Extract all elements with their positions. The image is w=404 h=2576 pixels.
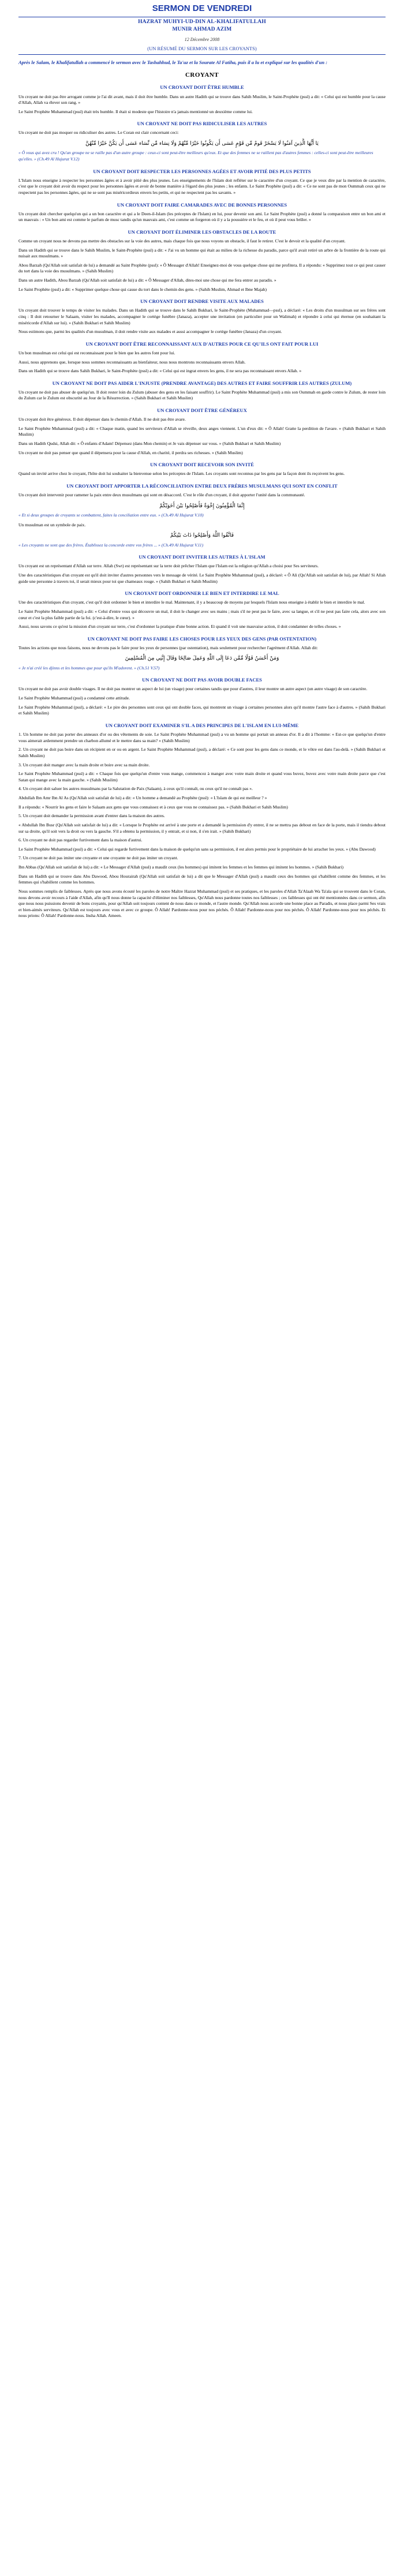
- paragraph: Un croyant doit chercher quelqu'un qui a un bon caractère et qui a le Deen-il-Islam (les préceptes de l'Islam) en lui, pour devenir son ami. Le Saint Prophète (pssl) a donné la comparaison entre un bon ami et un mauvais : « Un bon ami est comme le parfum de musc tandis qu'un mauvais ami, c'est comme un forgeron où il y a la poussière et le feu, et où il peut vous brûler. »: [18, 211, 386, 223]
- paragraph: Une des caractéristiques d'un croyant, c'est qu'il doit ordonner le bien et interdire le mal. Maintenant, il y a beaucoup de moyens par lesquels l'Islam nous enseigne à établir le bien et interdire le mal.: [18, 600, 365, 605]
- section: [18, 483, 386, 548]
- paragraph: Quand un invité arrive chez le croyant, l'hôte doit lui souhaiter la bienvenue selon les préceptes de l'Islam. Les croyants sont reconnus par les gens par la façon dont ils reçoivent les gens.: [18, 471, 345, 477]
- paragraph: Un croyant ne doit pas moquer ou ridiculiser des autres. Le Coran est clair concernant ceci:: [18, 130, 179, 136]
- section-title: UN CROYANT DOIT EXAMINER S'IL A DES PRINCIPES DE L'ISLAM EN LUI-MÊME: [105, 722, 299, 728]
- paragraph: Un croyant doit être généreux. Il doit dépenser dans le chemin d'Allah. Il ne doit pas être avare.: [18, 417, 186, 422]
- paragraph: Nous sommes remplis de faiblesses. Après que nous avons écouté les paroles de notre Maître Hazrat Muhammad (pssl) et ses pratiques, et les paroles d'Allah Ta'Alaah Wa Ta'ala qui se trouvent dans le Coran, nous devons avoir recours à l'aide d'Allah, afin qu'Il nous donne la capacité d'éliminer nos faiblesses, Qu'Allah nous pardonne toutes nos faiblesses ; ces faiblesses qui ont été mentionnées dans ce sermon, afin que nous nous puissions devenir de bons croyants, pour qu'Allah soit toujours content de nous dans ce monde, et l'autre monde. Qu'Allah nous accorde une bonne place au Paradis, et nous place parmi Ses vrais et bien-aimés serviteurs. Qu'Allah est toujours avec vous et avec ce groupe. Ô Allah! Pardonne-nous pour nos péchés. Ô Allah! Pardonne-nous pour nos péchés. Ô Allah! Pardonne-nous pour nos péchés. Et nous prions: Ô Allah! Pardonne-nous. Insha Allah. Ameen.: [18, 888, 386, 919]
- intro-paragraph: Après le Salam, le Khalifatullah a commencé le sermon avec le Tashahhud, le Ta'uz et la Sourate Al Fatiha, puis il a lu et expliqué sur les qualités d'un :: [18, 59, 328, 65]
- arabic-verse: وَمَنْ أَحْسَنُ قَوْلًا مِّمَّن دَعَا إِلَى اللَّهِ وَعَمِلَ صَالِحًا وَقَالَ إِنَّنِي مِنَ الْمُسْلِمِينَ: [125, 656, 279, 662]
- section: [18, 121, 386, 162]
- paragraph: Dans un Hadith qui se trouve dans Sahih Bukhari, le Saint-Prophète (pssl) a dit: « Celui qui est ingrat envers les gens, il ne sera pas reconnaissant envers Allah. »: [18, 368, 302, 374]
- paragraph: Un musulman est un symbole de paix.: [18, 522, 86, 527]
- arabic-verse: فَاتَّقُوا اللَّهَ وَأَصْلِحُوا ذَاتَ بَيْنِكُمْ: [170, 533, 234, 539]
- paragraph: 2. Un croyant ne doit pas boire dans un récipient en or ou en argent. Le Saint Prophète Muhammad (pssl), a déclaré: « Ce sont pour les gens dans ce monde, et le vôtre est dans l'au-delà. » (Sahih Bukhari et Sahih Muslim): [18, 747, 386, 758]
- section-title: UN CROYANT DOIT RECEVOIR SON INVITÉ: [150, 462, 254, 468]
- paragraph: 6. Un croyant ne doit pas regarder furtivement dans la maison d'autrui.: [18, 837, 143, 843]
- paragraph: « Abdullah Ibn Busr (Qu'Allah soit satisfait de lui) a dit: « Lorsque le Prophète est arrivé à une porte et a demandé la permission d'y entrer, il ne se mettra pas debout en face de la porte, mais il tiendra debout sur sa droite, qu'il soit vers la droit ou vers la gauche. S'il a obtenu la permission, il y entrait, et si non, il s'en irait. » (Sahih Bukhari): [18, 822, 386, 834]
- page-title: SERMON DE VENDREDI: [18, 3, 386, 17]
- paragraph: 5. Un croyant doit demander la permission avant d'entrer dans la maison des autres.: [18, 813, 165, 819]
- paragraph: Un croyant ne doit pas abuser de quelqu'un. Il doit rester loin du Zulum (abuser des gens en les faisant souffrir). Le Saint Prophète Muhammad (pssl) a mis son Oummah en garde contre le Zulum, de rester loin du Zulum car le Zulum est obscurité au Jour de la Résurrection. » (Sahih Bukhari et Sahih Muslim): [18, 389, 386, 401]
- paragraph: Le Saint Prophète Muhammad (pssl) a dit: « Celui qui regarde furtivement dans la maison de quelqu'un sans sa permission, il est alors permis pour le propriétaire de lui arracher les yeux. » (Abu Dawood): [18, 846, 376, 852]
- section: [18, 677, 386, 717]
- section-title: UN CROYANT DOIT INVITER LES AUTRES À L'ISLAM: [139, 554, 265, 560]
- paragraph: Le Saint Prophète Muhammad (pssl) a condamné cette attitude.: [18, 695, 130, 701]
- section: [18, 554, 386, 585]
- section: [18, 169, 386, 196]
- paragraph: Le Saint Prophète Muhammad (pssl), a déclaré: « Le pire des personnes sont ceux qui ont double faces, qui montrent un visage à certaines personnes alors qu'il montre l'autre face à d'autres. » (Sahih Bukhari et Sahih Muslim): [18, 704, 386, 716]
- paragraph: 4. Un croyant doit saluer les autres musulmans par la Salutation de Paix (Salaam), à ceux qu'il connaît, ou ceux qu'il ne connaît pas ».: [18, 786, 253, 792]
- paragraph: Le Saint Prophète Muhammad (pssl) a dit: « Celui d'entre vous qui découvre un mal, il doit le changer avec ses mains ; mais s'il ne peut pas le faire, avec sa langue, et s'il ne peut pas faire cela, alors avec son cœur et c'est la plus faible partie de la foi. (c'est-à-dire, le cœur). »: [18, 608, 386, 620]
- section: [18, 722, 386, 919]
- paragraph: Nous estimons que, parmi les qualités d'un musulman, il doit rendre visite aux malades et aussi accompagner le cortège funèbre (Janaza) d'un croyant.: [18, 329, 282, 335]
- section-title: UN CROYANT DOIT FAIRE CAMARADES AVEC DE BONNES PERSONNES: [117, 201, 287, 208]
- paragraph: Abdullah Ibn Amr Ibn Al As (Qu'Allah soit satisfait de lui) a dit: « Un homme a demandé au Prophète (pssl): « L'Islam de qui est meilleur ? »: [18, 795, 267, 801]
- section: [18, 84, 386, 115]
- section: [18, 202, 386, 223]
- paragraph: 3. Un croyant doit manger avec la main droite et boire avec sa main droite.: [18, 762, 150, 767]
- section-title: UN CROYANT NE DOIT PAS FAIRE LES CHOSES POUR LES YEUX DES GENS (PAR OSTENTATION): [87, 635, 317, 642]
- section-title: UN CROYANT NE DOIT PAS AIDER L'INJUSTE (PRENDRE AVANTAGE) DES AUTRES ET FAIRE SOUFFRIR LES AUTRES (ZULUM): [52, 380, 352, 386]
- paragraph: Toutes les actions que nous faisons, nous ne devons pas le faire pour les yeux de personnes (par ostentation), mais seulement pour rechercher l'agrément d'Allah. Allah dit:: [18, 645, 318, 650]
- section: [18, 407, 386, 456]
- section: [18, 298, 386, 335]
- paragraph: Le Saint Prophète Muhammad (pssl) a dit: « Chaque fois que quelqu'un d'entre vous mange, commencez à manger avec votre main droite et quand vous buvez, buvez avec votre main droite parce que c'est Satan qui mange avec la main gauche. » (Sahih Muslim): [18, 771, 386, 782]
- arabic-verse: يَا أَيُّهَا الَّذِينَ آمَنُوا لَا يَسْخَرْ قَومٌ مِّن قَوْمٍ عَسَى أَن يَكُونُوا خَيْرًا مِّنْهُمْ وَلَا نِسَاء مِّن نِّسَاء عَسَى أَن يَكُنَّ خَيْرًا مِّنْهُنَّ: [85, 141, 319, 147]
- paragraph: Le Saint Prophète Muhammad (pssl) était très humble. Il était si modeste que l'histoire n'a jamais mentionné un deuxième comme lui.: [18, 108, 253, 114]
- paragraph: L'Islam nous enseigne à respecter les personnes âgées et à avoir pitié des plus jeunes. Les enseignements de l'Islam doit refléter sur le caractère d'un croyant. Ce que je veux dire par la mention de caractère, c'est que le croyant doit avoir du respect pour les personnes âgées et avoir de bonne manière à l'égard des plus jeunes ; les enfants. Le Saint Prophète (pssl) a dit: « Ce ne sont pas de mon Oummah ceux qui ne respectent pas les personnes âgées, qui ne se sont pas miséricordieux envers les petits, et qui ne respectent pas les savants. »: [18, 177, 386, 195]
- section-title: UN CROYANT NE DOIT PAS AVOIR DOUBLE FACES: [142, 677, 262, 683]
- section: [18, 229, 386, 293]
- paragraph: Un croyant est un représentant d'Allah sur terre. Allah (Swt) est représentant sur la terre doit prêcher l'Islam que l'Islam est la religion qu'Allah a choisi pour Ses serviteurs.: [18, 563, 319, 569]
- sermon-page: [18, 0, 386, 934]
- paragraph: Dans un Hadith Qudsi, Allah dit: « Ô enfants d'Adam! Dépensez (dans Mon chemin) et Je vais dépenser sur vous. » (Sahih Bukhari et Sahih Muslim): [18, 441, 281, 447]
- paragraph: Il a répondu: « Nourrir les gens et faire le Salaam aux gens que vous connaissez et à ceux que vous ne connaissez pas. » (Sahih Bukhari et Sahih Muslim): [18, 804, 288, 810]
- section-title: UN CROYANT DOIT ÊTRE RECONNAISSANT AUX D'AUTRES POUR CE QU'ILS ONT FAIT POUR LUI: [85, 340, 319, 347]
- section-title: UN CROYANT DOIT ÉLIMINER LES OBSTACLES DE LA ROUTE: [128, 229, 276, 235]
- paragraph: Le Saint Prophète (pssl) a dit: « Supprimer quelque chose qui cause du tort dans le chemin des gens. » (Sahih Muslim, Ahmad et Ibne Majah): [18, 286, 267, 292]
- paragraph: Un croyant doit intervenir pour ramener la paix entre deux musulmans qui sont en désaccord. C'est le rôle d'un croyant, il doit apporter l'unité dans la communauté.: [18, 492, 305, 497]
- quran-quote: « Ô vous qui avez cru ! Qu'un groupe ne se raille pas d'un autre groupe : ceux-ci sont peut-être meilleurs qu'eux. Et que des femmes ne se raillent pas d'autres femmes : celles-ci sont peut-être meilleures qu'elles. » (Ch.49 Al Hujurat V.12): [18, 150, 373, 162]
- author-line: HAZRAT MUHYI-UD-DIN AL-KHALIFATULLAH: [138, 19, 266, 25]
- paragraph: Comme un croyant nous ne devons pas mettre des obstacles sur la voie des autres, mais chaque fois que nous voyons un obstacle, il faut le retirer. C'est le devoir et la qualité d'un croyant.: [18, 238, 346, 244]
- paragraph: Un bon musulman est celui qui est reconnaissant pour le bien que les autres font pour lui.: [18, 350, 175, 355]
- author-name-line: MUNIR AHMAD AZIM: [172, 27, 232, 32]
- paragraph: Le Saint Prophète Muhammad (pssl) a dit: « Chaque matin, quand les serviteurs d'Allah se réveille, deux anges viennent. L'un d'eux dit: « Ô Allah! Gratte la perdition de l'avare. » (Sahih Bukhari et Sahih Muslim): [18, 425, 386, 437]
- paragraph: Dans un autre Hadith, Abou Barzah (Qu'Allah soit satisfait de lui) a dit: « Ô Messager d'Allah, dites-moi une chose qui me fera entrer au paradis. »: [18, 278, 276, 283]
- paragraph: Ibn Abbas (Qu'Allah soit satisfait de lui) a dit: « Le Messager d'Allah (pssl) a maudit ceux (les hommes) qui imitent les femmes et les femmes qui imitent les hommes. » (Sahih Bukhari): [18, 864, 344, 870]
- section-title: UN CROYANT DOIT ÊTRE GÉNÉREUX: [157, 407, 247, 414]
- paragraph: Abou Barzah (Qu'Allah soit satisfait de lui) a demandé au Saint Prophète (pssl): « Ô Messager d'Allah! Enseignez-moi de vous quelque chose qui me profitera. Il a répondu: « Supprimez tout ce qui peut causer du tort dans la voie des musulmans. » (Sahih Muslim): [18, 262, 386, 274]
- section: [18, 341, 386, 375]
- paragraph: 7. Un croyant ne doit pas imiter une croyante et une croyante ne doit pas imiter un croyant.: [18, 855, 178, 861]
- section-title: UN CROYANT DOIT ORDONNER LE BIEN ET INTERDIRE LE MAL: [125, 590, 279, 597]
- paragraph: Aussi, nous apprenons que, lorsque nous sommes reconnaissants au bienfaiteur, nous nous montrons reconnaissants envers Allah.: [18, 359, 246, 365]
- paragraph: Un croyant ne doit pas être arrogant comme je l'ai dit avant, mais il doit être humble. Dans un autre Hadith qui se trouve dans Sahih Muslim, le Saint-Prophète (pssl) a dit: « Celui qui est humble pour la cause d'Allah, Allah va élever son rang. »: [18, 93, 386, 106]
- sections-container: [18, 84, 386, 919]
- quran-quote: « Et si deux groupes de croyants se combattent, faites la conciliation entre eux. » (Ch.49 Al Hujurat V.10): [18, 512, 204, 518]
- paragraph: 1. Un homme ne doit pas porter des anneaux d'or ou des vêtements de soie. Le Saint Prophète Muhammad (pssl) a vu un homme qui portait un anneau d'or. Il a dit à l'homme: « Est-ce que quelqu'un d'entre vous aimerait ardemment prendre un charbon allumé et le mettre dans sa main? » (Sahih Muslim): [18, 732, 386, 743]
- section-title: UN CROYANT NE DOIT PAS RIDICULISER LES AUTRES: [137, 121, 267, 127]
- paragraph: Un croyant ne doit pas avoir double visages. Il ne doit pas montrer un aspect de lui (un visage) pour certaines tandis que pour d'autres, il leur montre un autre aspect (un autre visage) de son caractère.: [18, 686, 368, 692]
- paragraph: Dans un Hadith qui se trouve dans le Sahih Muslim, le Saint-Prophète (pssl) a dit: « J'ai vu un homme qui était au milieu de la richesse du paradis, parce qu'il avait retiré un arbre de la frontière de la route qui nuisait aux musulmans. »: [18, 247, 386, 259]
- arabic-verse: إِنَّمَا الْمُؤْمِنُونَ إِخْوَةٌ فَأَصْلِحُوا بَيْنَ أَخَوَيْكُمْ: [159, 503, 245, 509]
- paragraph: Un croyant doit trouver le temps de visiter les malades. Dans un Hadith qui se trouve dans le Sahih Bukhari, le Saint-Prophète (Muhammad—pssl), a déclaré: « Les droits d'un musulman sur ses frères sont cinq : Il doit retourner le Salaam, visiter les malades, accompagner le cortège funèbre (Janaza), accepter une invitation (en particulier pour un Walimah) et répondre à celui qui éternue (en souhaitant la miséricorde d'Allah sur lui). » (Sahih Bukhari et Sahih Muslim): [18, 308, 386, 325]
- summary-line: (UN RÉSUMÉ DU SERMON SUR LES CROYANTS): [18, 46, 386, 55]
- section: [18, 636, 386, 672]
- section-title: UN CROYANT DOIT ÊTRE HUMBLE: [160, 84, 244, 91]
- section: [18, 590, 386, 630]
- paragraph: Dans un Hadith qui se trouve dans Abu Dawood, Abou Hourairah (Qu'Allah soit satisfait de lui) a dit que le Messager d'Allah (pssl) a maudit ceux des hommes qui s'habillent comme des femmes, et les femmes qui s'habillent comme les hommes.: [18, 873, 386, 885]
- section: [18, 462, 386, 477]
- section-title: UN CROYANT DOIT RENDRE VISITE AUX MALADES: [140, 298, 264, 305]
- section: [18, 380, 386, 402]
- section-title: UN CROYANT DOIT RESPECTER LES PERSONNES AGÉES ET AVOIR PITIÉ DES PLUS PETITS: [93, 168, 311, 174]
- main-heading: CROYANT: [185, 72, 219, 79]
- paragraph: Un croyant ne doit pas penser que quand il dépensera pour la cause d'Allah, en charité, il perdra ses richesses. » (Sahih Muslim): [18, 450, 243, 455]
- paragraph: Aussi, nous savons ce qu'est la mission d'un croyant sur terre, c'est d'ordonner la pratique d'une bonne action. Et quand il voit une mauvaise action, il doit condamner de telles choses. »: [18, 624, 341, 630]
- sermon-date: 12 Décembre 2008: [184, 37, 220, 42]
- quran-quote: « Je n'ai créé les djinns et les hommes que pour qu'ils M'adorent. » (Ch.51 V.57): [18, 665, 160, 671]
- quran-quote: « Les croyants ne sont que des frères. Établissez la concorde entre vos frères ... » (Ch.49 Al Hujurat V.11): [18, 542, 204, 548]
- paragraph: Une des caractéristiques d'un croyant est qu'il doit inviter d'autres personnes vers le message de vérité. Le Saint Prophète Muhammad (pssl), a déclaré: « Ô Ali (Qu'Allah soit satisfait de lui), par Allah! Si Allah guide une personne à travers toi, il serait mieux pour toi que chameaux rouge. » (Sahih Bukhari et Sahih Muslim): [18, 572, 386, 584]
- section-title: UN CROYANT DOIT APPORTER LA RÉCONCILIATION ENTRE DEUX FRÈRES MUSULMANS QUI SONT EN CONFLIT: [66, 482, 338, 489]
